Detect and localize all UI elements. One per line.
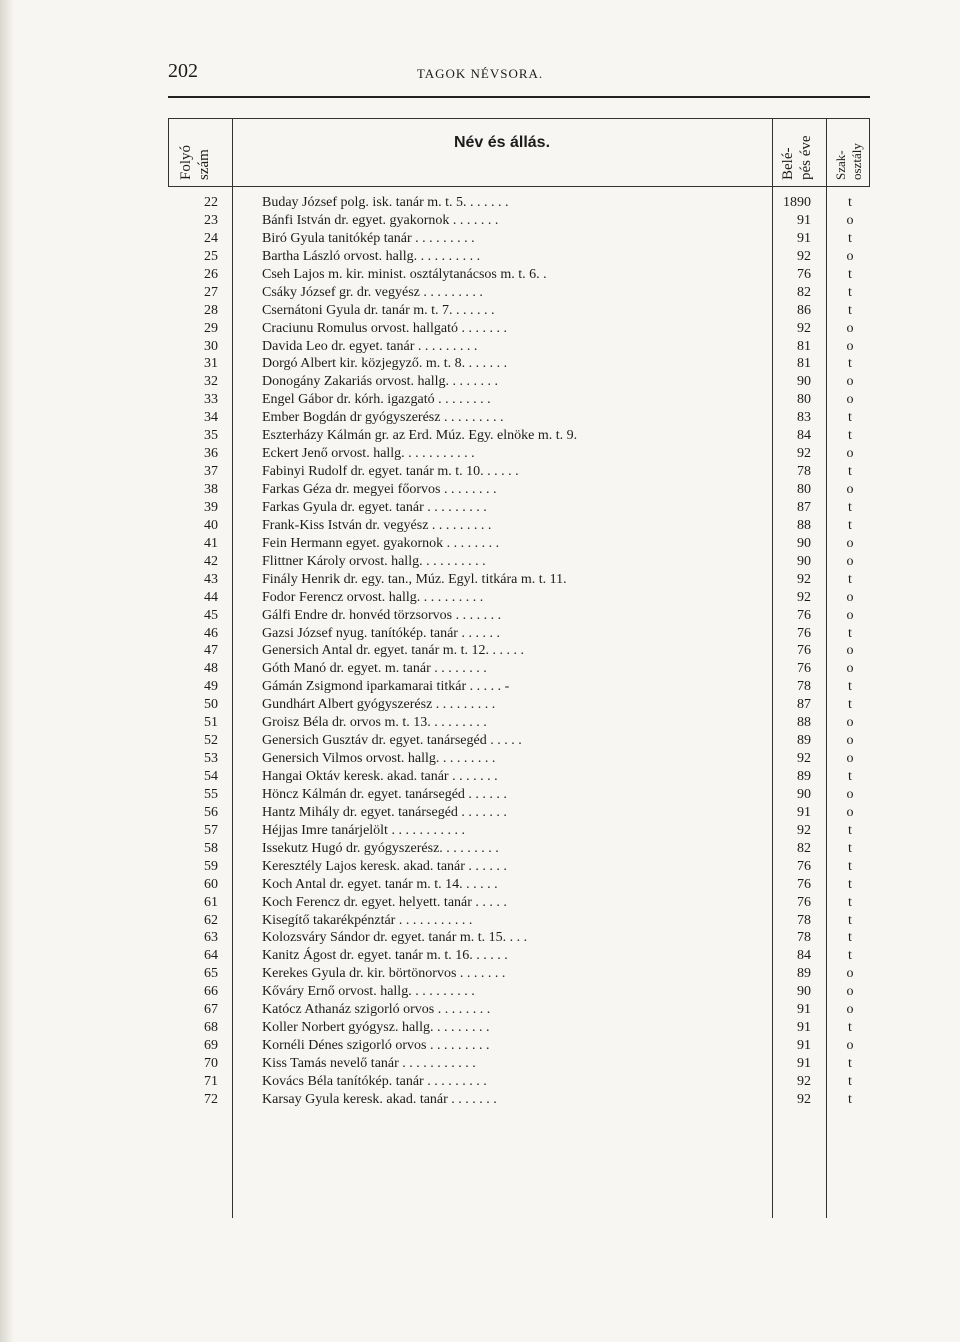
table-row bbox=[168, 481, 870, 499]
row-number: 40 bbox=[204, 517, 218, 533]
table-row bbox=[168, 212, 870, 230]
entry-year: 76 bbox=[797, 625, 811, 641]
row-number: 36 bbox=[204, 446, 218, 462]
entry-year: 76 bbox=[797, 266, 811, 282]
section: t bbox=[848, 464, 852, 480]
entry-year: 80 bbox=[797, 482, 811, 497]
member-name-position: Eszterházy Kálmán gr. az Erd. Múz. Egy. elnöke m. t. 9. bbox=[262, 428, 578, 444]
member-name-position: Fein Hermann egyet. gyakornok . . . . . . . . bbox=[262, 535, 500, 551]
member-name-position: Gálfi Endre dr. honvéd törzsorvos . . . . . . . bbox=[262, 607, 502, 623]
section: o bbox=[846, 320, 854, 336]
section: t bbox=[848, 571, 852, 587]
entry-year: 80 bbox=[797, 392, 811, 408]
member-name-position: Keresztély Lajos keresk. akad. tanár . . . . . . bbox=[262, 858, 507, 874]
row-number: 30 bbox=[204, 338, 218, 354]
member-name-position: Gámán Zsigmond iparkamarai titkár . . . . . - bbox=[262, 679, 510, 695]
row-number: 47 bbox=[204, 643, 218, 659]
section: o bbox=[846, 482, 854, 497]
member-name-position: Kőváry Ernő orvost. hallg. . . . . . . . . . bbox=[262, 984, 475, 1000]
section: t bbox=[848, 679, 852, 695]
member-name-position: Koch Antal dr. egyet. tanár m. t. 14. . . . . . bbox=[262, 876, 498, 892]
section: o bbox=[846, 984, 854, 1000]
member-name-position: Donogány Zakariás orvost. hallg. . . . . . . . bbox=[262, 374, 499, 390]
entry-year: 76 bbox=[797, 876, 811, 892]
row-number: 26 bbox=[204, 266, 218, 282]
member-name-position: Craciunu Romulus orvost. hallgató . . . . . . . bbox=[262, 320, 507, 336]
section: o bbox=[846, 661, 854, 677]
row-number: 31 bbox=[204, 356, 218, 372]
section: o bbox=[846, 589, 854, 605]
row-number: 65 bbox=[204, 966, 218, 982]
entry-year: 91 bbox=[797, 1056, 811, 1071]
row-number: 61 bbox=[204, 894, 218, 910]
table-row bbox=[168, 768, 870, 786]
table-header-bottom-rule bbox=[168, 186, 870, 187]
page-edge-shadow bbox=[0, 0, 14, 1342]
section: o bbox=[846, 715, 854, 731]
section: t bbox=[848, 1073, 852, 1089]
entry-year: 78 bbox=[797, 679, 811, 695]
member-name-position: Karsay Gyula keresk. akad. tanár . . . . . . . bbox=[262, 1091, 497, 1107]
section: o bbox=[846, 804, 854, 820]
section: t bbox=[848, 948, 852, 964]
table-row bbox=[168, 517, 870, 535]
table-row bbox=[168, 1091, 870, 1109]
section: t bbox=[848, 302, 852, 318]
member-name-position: Gazsi József nyug. tanítókép. tanár . . . . . . bbox=[262, 625, 500, 641]
row-number: 27 bbox=[204, 284, 218, 300]
table-row bbox=[168, 750, 870, 768]
entry-year: 76 bbox=[797, 643, 811, 659]
table-left-border bbox=[168, 118, 169, 186]
section: t bbox=[848, 230, 852, 246]
table-row bbox=[168, 607, 870, 625]
row-number: 29 bbox=[204, 320, 218, 336]
member-name-position: Kisegítő takarékpénztár . . . . . . . . . . . bbox=[262, 912, 473, 928]
entry-year: 81 bbox=[797, 338, 811, 354]
section: o bbox=[846, 751, 854, 767]
table-row bbox=[168, 912, 870, 930]
row-number: 25 bbox=[204, 248, 218, 264]
entry-year: 92 bbox=[797, 248, 811, 264]
member-name-position: Eckert Jenő orvost. hallg. . . . . . . . . . . bbox=[262, 446, 475, 462]
section: o bbox=[846, 553, 854, 569]
section: t bbox=[848, 625, 852, 641]
entry-year: 92 bbox=[797, 320, 811, 336]
table-row bbox=[168, 894, 870, 912]
section: t bbox=[848, 266, 852, 282]
member-name-position: Bartha László orvost. hallg. . . . . . . . . . bbox=[262, 248, 481, 264]
section: o bbox=[846, 1038, 854, 1054]
table-row bbox=[168, 840, 870, 858]
member-name-position: Cseh Lajos m. kir. minist. osztálytanácsos m. t. 6. . bbox=[262, 266, 547, 282]
header-belepes-line1: Belé- bbox=[780, 147, 796, 180]
section: t bbox=[848, 840, 852, 856]
row-number: 52 bbox=[204, 733, 218, 749]
row-number: 44 bbox=[204, 589, 218, 605]
member-name-position: Flittner Károly orvost. hallg. . . . . . . . . . bbox=[262, 553, 486, 569]
member-name-position: Csernátoni Gyula dr. tanár m. t. 7. . . . . . . bbox=[262, 302, 495, 318]
member-name-position: Finály Henrik dr. egy. tan., Múz. Egyl. titkára m. t. 11. bbox=[262, 571, 567, 587]
header-name: Név és állás. bbox=[453, 134, 551, 151]
table-row bbox=[168, 1019, 870, 1037]
entry-year: 76 bbox=[797, 858, 811, 874]
entry-year: 87 bbox=[797, 697, 811, 713]
table-row bbox=[168, 876, 870, 894]
member-name-position: Engel Gábor dr. kórh. igazgató . . . . . . . . bbox=[262, 392, 491, 408]
row-number: 43 bbox=[204, 571, 218, 587]
table-row bbox=[168, 965, 870, 983]
member-name-position: Höncz Kálmán dr. egyet. tanársegéd . . . . . . bbox=[262, 786, 507, 802]
row-number: 23 bbox=[204, 212, 218, 228]
entry-year: 86 bbox=[797, 302, 811, 318]
section: t bbox=[848, 930, 852, 946]
section: o bbox=[846, 446, 854, 462]
entry-year: 91 bbox=[797, 1020, 811, 1036]
table-row bbox=[168, 929, 870, 947]
member-name-position: Farkas Gyula dr. egyet. tanár . . . . . . . . . bbox=[262, 499, 487, 515]
entry-year: 78 bbox=[797, 912, 811, 928]
row-number: 39 bbox=[204, 499, 218, 515]
member-name-position: Biró Gyula tanitókép tanár . . . . . . . . . bbox=[262, 230, 475, 246]
row-number: 56 bbox=[204, 804, 218, 820]
entry-year: 89 bbox=[797, 966, 811, 982]
table-right-border bbox=[869, 118, 870, 186]
section: t bbox=[848, 499, 852, 515]
member-table-body bbox=[168, 194, 870, 1109]
table-row bbox=[168, 355, 870, 373]
entry-year: 91 bbox=[797, 1038, 811, 1054]
section: o bbox=[846, 338, 854, 354]
row-number: 46 bbox=[204, 625, 218, 641]
row-number: 57 bbox=[204, 822, 218, 838]
member-name-position: Davida Leo dr. egyet. tanár . . . . . . . . . bbox=[262, 338, 478, 354]
member-name-position: Hantz Mihály dr. egyet. tanársegéd . . . . . . . bbox=[262, 804, 507, 820]
entry-year: 92 bbox=[797, 751, 811, 767]
row-number: 69 bbox=[204, 1038, 218, 1054]
row-number: 22 bbox=[204, 195, 218, 210]
table-row bbox=[168, 786, 870, 804]
section: o bbox=[846, 212, 854, 228]
row-number: 28 bbox=[204, 302, 218, 318]
member-name-position: Gundhárt Albert gyógyszerész . . . . . . . . . bbox=[262, 697, 496, 713]
section: t bbox=[848, 822, 852, 838]
table-row bbox=[168, 338, 870, 356]
member-name-position: Héjjas Imre tanárjelölt . . . . . . . . . . . bbox=[262, 822, 465, 838]
table-row bbox=[168, 535, 870, 553]
section: o bbox=[846, 392, 854, 408]
entry-year: 82 bbox=[797, 284, 811, 300]
table-row bbox=[168, 822, 870, 840]
row-number: 35 bbox=[204, 428, 218, 444]
entry-year: 82 bbox=[797, 840, 811, 856]
section: t bbox=[848, 517, 852, 533]
member-name-position: Genersich Gusztáv dr. egyet. tanársegéd . . . . . bbox=[262, 733, 522, 749]
table-row bbox=[168, 625, 870, 643]
table-row bbox=[168, 499, 870, 517]
table-row bbox=[168, 714, 870, 732]
entry-year: 76 bbox=[797, 661, 811, 677]
running-head: TAGOK NÉVSORA. bbox=[416, 66, 544, 81]
section: t bbox=[848, 428, 852, 444]
entry-year: 87 bbox=[797, 499, 811, 515]
row-number: 38 bbox=[204, 482, 218, 497]
section: o bbox=[846, 733, 854, 749]
entry-year: 92 bbox=[797, 1091, 811, 1107]
section: t bbox=[848, 894, 852, 910]
row-number: 62 bbox=[204, 912, 218, 928]
entry-year: 89 bbox=[797, 769, 811, 784]
row-number: 34 bbox=[204, 410, 218, 426]
section: t bbox=[848, 858, 852, 874]
entry-year: 92 bbox=[797, 446, 811, 462]
member-name-position: Fodor Ferencz orvost. hallg. . . . . . . . . . bbox=[262, 589, 484, 605]
header-belepes-line2: pés éve bbox=[798, 135, 814, 180]
table-row bbox=[168, 284, 870, 302]
table-row bbox=[168, 445, 870, 463]
entry-year: 76 bbox=[797, 894, 811, 910]
row-number: 60 bbox=[204, 876, 218, 892]
member-name-position: Kiss Tamás nevelő tanár . . . . . . . . . . . bbox=[262, 1056, 476, 1071]
entry-year: 92 bbox=[797, 589, 811, 605]
row-number: 24 bbox=[204, 230, 218, 246]
table-row bbox=[168, 983, 870, 1001]
table-row bbox=[168, 642, 870, 660]
entry-year: 92 bbox=[797, 822, 811, 838]
entry-year: 76 bbox=[797, 607, 811, 623]
member-name-position: Kerekes Gyula dr. kir. börtönorvos . . . . . . . bbox=[262, 966, 506, 982]
section: t bbox=[848, 912, 852, 928]
entry-year: 90 bbox=[797, 553, 811, 569]
section: t bbox=[848, 356, 852, 372]
member-name-position: Koller Norbert gyógysz. hallg. . . . . . . . . bbox=[262, 1020, 490, 1036]
table-row bbox=[168, 194, 870, 212]
table-row bbox=[168, 409, 870, 427]
member-name-position: Genersich Vilmos orvost. hallg. . . . . . . . . bbox=[262, 751, 496, 767]
member-name-position: Buday József polg. isk. tanár m. t. 5. . . . . . . bbox=[262, 195, 509, 210]
table-row bbox=[168, 230, 870, 248]
section: o bbox=[846, 535, 854, 551]
section: t bbox=[848, 1091, 852, 1107]
table-row bbox=[168, 1055, 870, 1073]
entry-year: 89 bbox=[797, 733, 811, 749]
table-row bbox=[168, 373, 870, 391]
entry-year: 92 bbox=[797, 571, 811, 587]
member-name-position: Kanitz Ágost dr. egyet. tanár m. t. 16. . . . . . bbox=[262, 948, 508, 964]
table-row bbox=[168, 571, 870, 589]
member-name-position: Katócz Athanáz szigorló orvos . . . . . . . . bbox=[262, 1002, 491, 1018]
member-name-position: Kornéli Dénes szigorló orvos . . . . . . . . . bbox=[262, 1038, 490, 1054]
table-row bbox=[168, 553, 870, 571]
table-row bbox=[168, 1001, 870, 1019]
member-name-position: Dorgó Albert kir. közjegyző. m. t. 8. . . . . . . bbox=[262, 356, 508, 372]
entry-year: 84 bbox=[797, 948, 811, 964]
row-number: 66 bbox=[204, 984, 218, 1000]
table-row bbox=[168, 732, 870, 750]
table-row bbox=[168, 804, 870, 822]
section: t bbox=[848, 876, 852, 892]
entry-year: 90 bbox=[797, 984, 811, 1000]
row-number: 49 bbox=[204, 679, 218, 695]
row-number: 71 bbox=[204, 1073, 218, 1089]
section: t bbox=[848, 1056, 852, 1071]
row-number: 48 bbox=[204, 661, 218, 677]
member-name-position: Kolozsváry Sándor dr. egyet. tanár m. t. 15. . . . bbox=[262, 930, 528, 946]
row-number: 45 bbox=[204, 607, 218, 623]
entry-year: 84 bbox=[797, 428, 811, 444]
entry-year: 90 bbox=[797, 374, 811, 390]
table-row bbox=[168, 1073, 870, 1091]
row-number: 63 bbox=[204, 930, 218, 946]
row-number: 41 bbox=[204, 535, 218, 551]
member-name-position: Fabinyi Rudolf dr. egyet. tanár m. t. 10. . . . . . bbox=[262, 464, 519, 480]
section: t bbox=[848, 195, 852, 210]
header-rule bbox=[168, 96, 870, 98]
section: t bbox=[848, 284, 852, 300]
row-number: 42 bbox=[204, 553, 218, 569]
member-name-position: Bánfi István dr. egyet. gyakornok . . . . . . . bbox=[262, 212, 499, 228]
row-number: 32 bbox=[204, 374, 218, 390]
member-name-position: Hangai Oktáv keresk. akad. tanár . . . . . . . bbox=[262, 769, 498, 784]
header-folyo-line1: Folyó bbox=[178, 144, 194, 180]
table-row bbox=[168, 302, 870, 320]
table-row bbox=[168, 660, 870, 678]
table-row bbox=[168, 391, 870, 409]
entry-year: 91 bbox=[797, 230, 811, 246]
section: t bbox=[848, 410, 852, 426]
entry-year: 90 bbox=[797, 535, 811, 551]
entry-year: 90 bbox=[797, 786, 811, 802]
entry-year: 1890 bbox=[783, 195, 811, 210]
entry-year: 81 bbox=[797, 356, 811, 372]
row-number: 64 bbox=[204, 948, 218, 964]
table-row bbox=[168, 463, 870, 481]
section: o bbox=[846, 374, 854, 390]
member-name-position: Frank-Kiss István dr. vegyész . . . . . . . . . bbox=[262, 517, 492, 533]
member-name-position: Góth Manó dr. egyet. m. tanár . . . . . . . . bbox=[262, 661, 487, 677]
table-row bbox=[168, 589, 870, 607]
table-row bbox=[168, 248, 870, 266]
member-name-position: Koch Ferencz dr. egyet. helyett. tanár . . . . . bbox=[262, 894, 507, 910]
row-number: 67 bbox=[204, 1002, 218, 1018]
row-number: 54 bbox=[204, 769, 218, 784]
entry-year: 88 bbox=[797, 715, 811, 731]
section: t bbox=[848, 769, 852, 784]
row-number: 37 bbox=[204, 464, 218, 480]
member-name-position: Issekutz Hugó dr. gyógyszerész. . . . . . . . . bbox=[262, 840, 499, 856]
table-top-rule bbox=[168, 118, 870, 119]
row-number: 51 bbox=[204, 715, 218, 731]
section: o bbox=[846, 607, 854, 623]
section: t bbox=[848, 1020, 852, 1036]
entry-year: 91 bbox=[797, 1002, 811, 1018]
section: o bbox=[846, 248, 854, 264]
table-row bbox=[168, 696, 870, 714]
table-row bbox=[168, 858, 870, 876]
header-szak-line1: Szak- bbox=[833, 150, 848, 180]
table-row bbox=[168, 427, 870, 445]
member-name-position: Farkas Géza dr. megyei főorvos . . . . . . . . bbox=[262, 482, 497, 497]
header-szak-line2: osztály bbox=[849, 143, 864, 180]
entry-year: 78 bbox=[797, 930, 811, 946]
table-row bbox=[168, 1037, 870, 1055]
table-row bbox=[168, 947, 870, 965]
section: o bbox=[846, 966, 854, 982]
section: o bbox=[846, 786, 854, 802]
entry-year: 83 bbox=[797, 410, 811, 426]
entry-year: 78 bbox=[797, 464, 811, 480]
table-row bbox=[168, 266, 870, 284]
entry-year: 92 bbox=[797, 1073, 811, 1089]
row-number: 58 bbox=[204, 840, 218, 856]
section: o bbox=[846, 643, 854, 659]
member-name-position: Csáky József gr. dr. vegyész . . . . . . . . . bbox=[262, 284, 483, 300]
row-number: 68 bbox=[204, 1020, 218, 1036]
row-number: 70 bbox=[204, 1056, 218, 1071]
member-name-position: Genersich Antal dr. egyet. tanár m. t. 12. . . . . . bbox=[262, 643, 525, 659]
row-number: 53 bbox=[204, 751, 218, 767]
entry-year: 91 bbox=[797, 804, 811, 820]
row-number: 59 bbox=[204, 858, 218, 874]
row-number: 33 bbox=[204, 392, 218, 408]
member-name-position: Ember Bogdán dr gyógyszerész . . . . . . . . . bbox=[262, 410, 504, 426]
entry-year: 88 bbox=[797, 517, 811, 533]
entry-year: 91 bbox=[797, 212, 811, 228]
table-row bbox=[168, 320, 870, 338]
section: o bbox=[846, 1002, 854, 1018]
page-number: 202 bbox=[168, 60, 198, 82]
section: t bbox=[848, 697, 852, 713]
member-name-position: Groisz Béla dr. orvos m. t. 13. . . . . . . . . bbox=[262, 715, 487, 731]
row-number: 72 bbox=[204, 1091, 218, 1107]
header-folyo-line2: szám bbox=[196, 149, 212, 180]
member-name-position: Kovács Béla tanítókép. tanár . . . . . . . . . bbox=[262, 1073, 487, 1089]
row-number: 50 bbox=[204, 697, 218, 713]
table-row bbox=[168, 678, 870, 696]
row-number: 55 bbox=[204, 786, 218, 802]
